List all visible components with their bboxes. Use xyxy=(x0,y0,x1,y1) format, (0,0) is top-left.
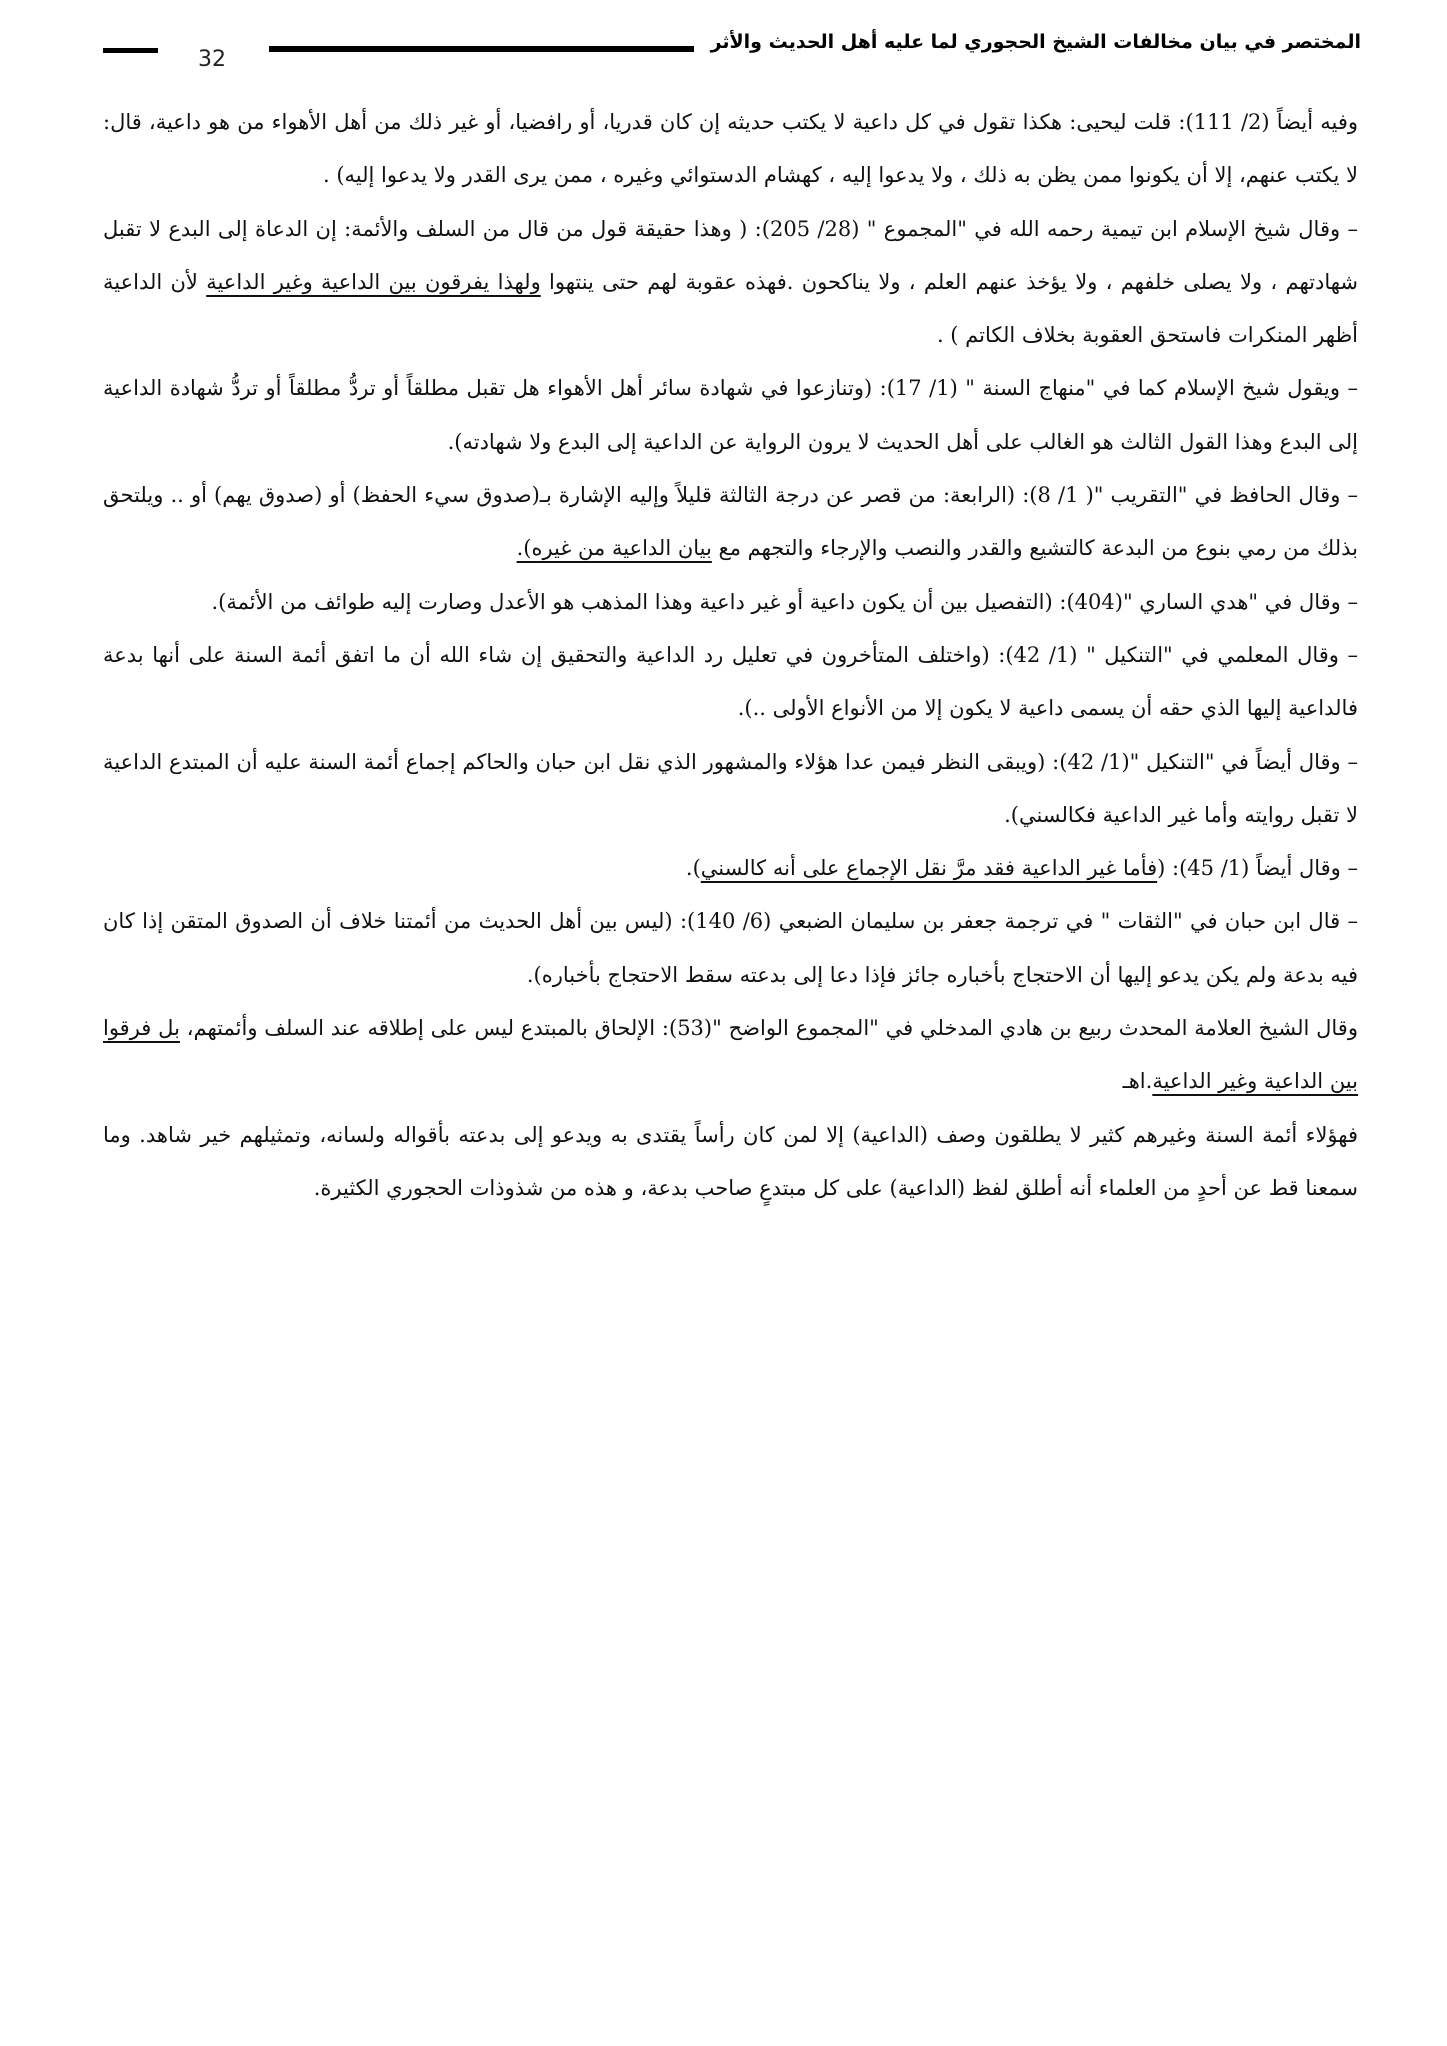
underlined-quote: بل فرقوا بين الداعية وغير الداعية xyxy=(103,1016,1358,1094)
paragraph-9: – قال ابن حبان في "الثقات " في ترجمة جعفر بن سليمان الضبعي (6/ 140): (ليس بين أهل الحديث من أئمتنا خلاف أن الصدوق المتقن إذا كان فيه بدعة ولم يكن يدعو إليها أن الاحتجاج بأخباره جائز فإذا دعا إلى بدعته سقط الاحتجاج بأخباره). xyxy=(103,909,1358,987)
book-title: المختصر في بيان مخالفات الشيخ الحجوري لما عليه أهل الحديث والأثر xyxy=(710,31,1361,53)
paragraph-7: – وقال أيضاً في "التنكيل "(1/ 42): (ويبقى النظر فيمن عدا هؤلاء والمشهور الذي نقل ابن حبان والحاكم إجماع أئمة السنة عليه أن المبتدع الداعية لا تقبل روايته وأما غير الداعية فكالسني). xyxy=(103,749,1358,827)
paragraph-4: – وقال الحافظ في "التقريب "( 1/ 8): (الرابعة: من قصر عن درجة الثالثة قليلاً وإليه الإشارة بـ(صدوق سيء الحفظ) أو (صدوق يهم) أو .. ويلتحق بذلك من رمي بنوع من البدعة كالتشيع والقدر والنصب والإرجاء والتجهم مع بيان الداعية من غيره). xyxy=(103,483,1358,561)
underlined-quote: فأما غير الداعية فقد مرَّ نقل الإجماع على أنه كالسني xyxy=(700,856,1158,881)
paragraph-2: – وقال شيخ الإسلام ابن تيمية رحمه الله في "المجموع " (28/ 205): ( وهذا حقيقة قول من قال من السلف والأئمة: إن الدعاة إلى البدع لا تقبل شهادتهم ، ولا يصلى خلفهم ، ولا يؤخذ عنهم العلم ، ولا يناكحون .فهذه عقوبة لهم حتى ينتهوا ولهذا يفرقون بين الداعية وغير الداعية لأن الداعية أظهر المنكرات فاستحق العقوبة بخلاف الكاتم ) . xyxy=(103,216,1358,348)
page-body xyxy=(103,96,1358,1215)
underlined-quote: بيان الداعية من غيره). xyxy=(516,536,712,561)
paragraph-8: – وقال أيضاً (1/ 45): (فأما غير الداعية فقد مرَّ نقل الإجماع على أنه كالسني). xyxy=(685,856,1358,881)
paragraph-11: فهؤلاء أئمة السنة وغيرهم كثير لا يطلقون وصف (الداعية) إلا لمن كان رأساً يقتدى به ويدعو إلى بدعته بأقواله ولسانه، وتمثيلهم خير شاهد. وما سمعنا قط عن أحدٍ من العلماء أنه أطلق لفظ (الداعية) على كل مبتدعٍ صاحب بدعة، و هذه من شذوذات الحجوري الكثيرة. xyxy=(103,1122,1358,1200)
page-header xyxy=(103,22,1361,82)
header-rule-right xyxy=(269,46,694,52)
paragraph-5: – وقال في "هدي الساري "(404): (التفصيل بين أن يكون داعية أو غير داعية وهذا المذهب هو الأعدل وصارت إليه طوائف من الأئمة). xyxy=(211,589,1358,614)
paragraph-10: وقال الشيخ العلامة المحدث ربيع بن هادي المدخلي في "المجموع الواضح "(53): الإلحاق بالمبتدع ليس على إطلاقه عند السلف وأئمتهم، بل فرقوا بين الداعية وغير الداعية.اهـ xyxy=(103,1016,1358,1094)
page-number: 32 xyxy=(198,47,226,72)
paragraph-1: وفيه أيضاً (2/ 111): قلت ليحيى: هكذا تقول في كل داعية لا يكتب حديثه إن كان قدريا، أو رافضيا، أو غير ذلك من أهل الأهواء من هو داعية، قال: لا يكتب عنهم، إلا أن يكونوا ممن يظن به ذلك ، ولا يدعوا إليه ، كهشام الدستوائي وغيره ، ممن يرى القدر ولا يدعوا إليه) . xyxy=(103,110,1359,188)
paragraph-6: – وقال المعلمي في "التنكيل " (1/ 42): (واختلف المتأخرون في تعليل رد الداعية والتحقيق إن شاء الله أن ما اتفق أئمة السنة على أنها بدعة فالداعية إليها الذي حقه أن يسمى داعية لا يكون إلا من الأنواع الأولى ..). xyxy=(103,642,1358,721)
underlined-quote: ولهذا يفرقون بين الداعية وغير الداعية xyxy=(206,269,541,294)
paragraph-3: – ويقول شيخ الإسلام كما في "منهاج السنة " (1/ 17): (وتنازعوا في شهادة سائر أهل الأهواء هل تقبل مطلقاً أو تردُّ مطلقاً أو تردُّ شهادة الداعية إلى البدع وهذا القول الثالث هو الغالب على أهل الحديث لا يرون الرواية عن الداعية إلى البدع ولا شهادته). xyxy=(103,376,1358,454)
header-rule-left xyxy=(103,48,158,53)
